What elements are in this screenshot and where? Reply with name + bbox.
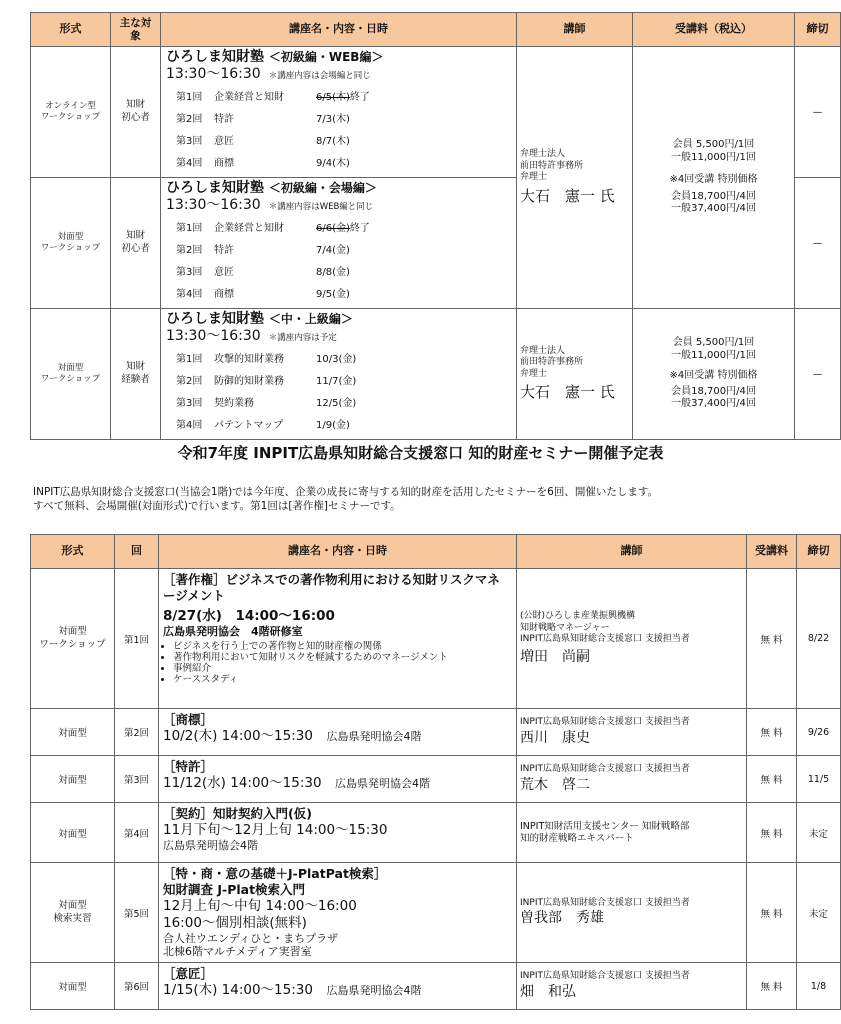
list-item: • ケーススタディ [173, 674, 516, 685]
course-title: ［契約］知財契約入門(仮) [163, 806, 312, 821]
course-cell [159, 569, 517, 709]
course-cell [159, 756, 517, 803]
course-date: 1/15(木) 14:00～15:30 広島県発明協会4階 [163, 982, 422, 998]
list-item: • ビジネスを行う上での著作物と知的財産権の関係 [173, 641, 516, 652]
fee-line: 会員 5,500円/1回 [672, 337, 755, 349]
round-cell: 第6回 [115, 963, 159, 1010]
fee-cell: 無 料 [747, 803, 797, 863]
fee-line: 会員18,700円/4回 [671, 385, 756, 397]
course-title: ［特許］ [163, 759, 214, 774]
table-row [31, 803, 841, 863]
course-consult: 16:00～個別相談(無料) [163, 915, 307, 931]
round-cell: 第1回 [115, 569, 159, 709]
lecturer-name: 大石 憲一 氏 [520, 186, 615, 205]
session-item: 第3回 意匠 8/8(金) [176, 267, 350, 278]
lecturer-name: 西川 康史 [520, 729, 590, 746]
round-cell: 第4回 [115, 803, 159, 863]
format-cell: 対面型 ワークショップ [31, 569, 115, 709]
course-time: 13:30～16:30 ＊講座内容は会場編と同じ [166, 66, 371, 82]
deadline-cell: 9/26 [797, 709, 841, 756]
format-cell: 対面型 [31, 756, 115, 803]
table-row [31, 309, 841, 440]
deadline-cell: — [795, 178, 841, 309]
lecturer-cell [517, 709, 747, 756]
fee-line: 一般11,000円/1回 [671, 349, 756, 361]
fee-cell: 無 料 [747, 756, 797, 803]
session-item: 第1回 企業経営と知財 6/5(木)終了 [176, 92, 370, 103]
course-venue: 合人社ウエンディひと・まちプラザ [163, 932, 339, 945]
course-subtitle: 知財調査 J-Plat検索入門 [163, 882, 306, 897]
course-title: ひろしま知財塾 ＜初級編・WEB編＞ [166, 49, 384, 65]
lecturer-cell [517, 756, 747, 803]
fee-line: 会員18,700円/4回 [671, 190, 756, 202]
lecturer-name: 荒木 啓二 [520, 776, 590, 793]
session-item: 第3回 意匠 8/7(木) [176, 136, 350, 147]
format-cell: 対面型 検索実習 [31, 863, 115, 963]
target-cell: 知財 経験者 [111, 309, 161, 440]
course-cell [161, 178, 517, 309]
fee-cell [633, 47, 795, 309]
lecturer-name: 増田 尚嗣 [520, 648, 590, 665]
header-lecturer: 講師 [517, 13, 633, 47]
target-cell: 知財 初心者 [111, 47, 161, 178]
lecturer-org: INPIT広島県知財総合支援窓口 支援担当者 [520, 717, 690, 728]
fee-line: 一般37,400円/4回 [671, 398, 756, 410]
deadline-cell: — [795, 309, 841, 440]
lecturer-org: INPIT知財活用支援センター 知財戦略部 知的財産戦略エキスパート [520, 820, 690, 844]
fee-note: ※4回受講 特別価格 [669, 174, 758, 186]
course-cell [159, 709, 517, 756]
deadline-cell: 1/8 [797, 963, 841, 1010]
session-item: 第4回 商標 9/4(木) [176, 158, 350, 169]
course-venue: 広島県発明協会 4階研修室 [163, 625, 303, 638]
course-cell [159, 963, 517, 1010]
table-row [31, 963, 841, 1010]
deadline-cell: 8/22 [797, 569, 841, 709]
format-cell: 対面型 [31, 803, 115, 863]
session-item: 第2回 特許 7/4(金) [176, 245, 350, 256]
fee-note: ※4回受講 特別価格 [669, 370, 758, 382]
course-cell [161, 47, 517, 178]
header-format: 形式 [31, 535, 115, 569]
course-title: ［意匠］ [163, 966, 214, 981]
fee-cell: 無 料 [747, 569, 797, 709]
course-title: ひろしま知財塾 ＜初級編・会場編＞ [166, 180, 377, 196]
course-time: 13:30～16:30 ＊講座内容はWEB編と同じ [166, 197, 374, 213]
course-date: 12月上旬～中旬 14:00～16:00 [163, 898, 357, 914]
round-cell: 第2回 [115, 709, 159, 756]
lecturer-name: 大石 憲一 氏 [520, 383, 615, 402]
header-lecturer: 講師 [517, 535, 747, 569]
course-cell [161, 309, 517, 440]
format-cell: 対面型 ワークショップ [31, 309, 111, 440]
format-cell: 対面型 ワークショップ [31, 178, 111, 309]
lecturer-cell [517, 863, 747, 963]
lecturer-cell [517, 47, 633, 309]
course-date: 11月下旬～12月上旬 14:00～15:30 [163, 822, 388, 838]
intro-line: INPIT広島県知財総合支援窓口(当協会1階)では今年度、企業の成長に寄与する知的財産を活用したセミナーを6回、開催いたします。 [33, 486, 659, 498]
intro-line: すべて無料、会場開催(対面形式)で行います。第1回は[著作権]セミナーです。 [33, 500, 401, 512]
intro-text [33, 485, 658, 513]
header-round: 回 [115, 535, 159, 569]
session-item: 第2回 特許 7/3(木) [176, 114, 350, 125]
course-time: 13:30～16:30 ＊講座内容は予定 [166, 328, 337, 344]
fee-cell [633, 309, 795, 440]
list-item: • 事例紹介 [173, 663, 516, 674]
lecturer-cell [517, 309, 633, 440]
course-date: 10/2(木) 14:00～15:30 広島県発明協会4階 [163, 728, 422, 744]
table-row [31, 863, 841, 963]
page-title: 令和7年度 INPIT広島県知財総合支援窓口 知的財産セミナー開催予定表 [177, 444, 664, 462]
session-item: 第4回 パテントマップ 1/9(金) [176, 420, 350, 431]
lecturer-org: 弁理士法人 前田特許事務所 弁理士 [520, 345, 584, 379]
header-target: 主な対象 [111, 13, 161, 47]
course-venue: 広島県発明協会4階 [163, 839, 258, 852]
format-cell: オンライン型 ワークショップ [31, 47, 111, 178]
schedule-table-2 [30, 534, 841, 1010]
course-title: ひろしま知財塾 ＜中・上級編＞ [166, 311, 353, 327]
deadline-cell: 未定 [797, 803, 841, 863]
format-cell: 対面型 [31, 709, 115, 756]
header-course: 講座名・内容・日時 [161, 13, 517, 47]
header-fee: 受講料 [747, 535, 797, 569]
session-item: 第4回 商標 9/5(金) [176, 289, 350, 300]
course-cell [159, 863, 517, 963]
schedule-table-1 [30, 12, 841, 440]
list-item: • 著作物利用において知財リスクを軽減するためのマネージメント [173, 652, 516, 663]
course-title: ［著作権］ビジネスでの著作物利用における知財リスクマネージメント [163, 572, 500, 603]
table-row [31, 709, 841, 756]
session-item: 第2回 防御的知財業務 11/7(金) [176, 376, 357, 387]
fee-cell: 無 料 [747, 709, 797, 756]
lecturer-cell [517, 963, 747, 1010]
course-date: 11/12(水) 14:00～15:30 広島県発明協会4階 [163, 775, 431, 791]
course-date: 8/27(水) 14:00～16:00 [163, 608, 335, 624]
lecturer-org: INPIT広島県知財総合支援窓口 支援担当者 [520, 971, 690, 982]
fee-line: 一般37,400円/4回 [671, 203, 756, 215]
header-deadline: 締切 [797, 535, 841, 569]
table-row [31, 569, 841, 709]
fee-cell: 無 料 [747, 863, 797, 963]
fee-line: 一般11,000円/1回 [671, 151, 756, 163]
fee-cell: 無 料 [747, 963, 797, 1010]
course-title: ［商標］ [163, 712, 214, 727]
format-cell: 対面型 [31, 963, 115, 1010]
header-format: 形式 [31, 13, 111, 47]
lecturer-cell [517, 569, 747, 709]
deadline-cell: — [795, 47, 841, 178]
header-course: 講座名・内容・日時 [159, 535, 517, 569]
session-item: 第3回 契約業務 12/5(金) [176, 398, 357, 409]
header-deadline: 締切 [795, 13, 841, 47]
round-cell: 第3回 [115, 756, 159, 803]
session-item: 第1回 企業経営と知財 6/6(金)終了 [176, 223, 370, 234]
deadline-cell: 11/5 [797, 756, 841, 803]
course-venue-room: 北棟6階マルチメディア実習室 [163, 945, 312, 958]
fee-line: 会員 5,500円/1回 [672, 139, 755, 151]
course-cell [159, 803, 517, 863]
deadline-cell: 未定 [797, 863, 841, 963]
lecturer-name: 畑 和弘 [520, 983, 576, 1000]
lecturer-org: INPIT広島県知財総合支援窓口 支援担当者 [520, 897, 690, 908]
course-topics [163, 641, 516, 685]
lecturer-cell [517, 803, 747, 863]
course-title: ［特・商・意の基礎＋J-PlatPat検索］ [163, 866, 387, 881]
session-item: 第1回 攻撃的知財業務 10/3(金) [176, 354, 357, 365]
lecturer-org: INPIT広島県知財総合支援窓口 支援担当者 [520, 764, 690, 775]
lecturer-org: 弁理士法人 前田特許事務所 弁理士 [520, 149, 584, 183]
lecturer-name: 曽我部 秀雄 [520, 910, 604, 927]
header-fee: 受講料（税込） [633, 13, 795, 47]
table-row [31, 756, 841, 803]
round-cell: 第5回 [115, 863, 159, 963]
lecturer-org: (公財)ひろしま産業振興機構 知財戦略マネージャー INPIT広島県知財総合支援窓口 支援担当者 [520, 611, 690, 645]
table-row [31, 47, 841, 178]
target-cell: 知財 初心者 [111, 178, 161, 309]
